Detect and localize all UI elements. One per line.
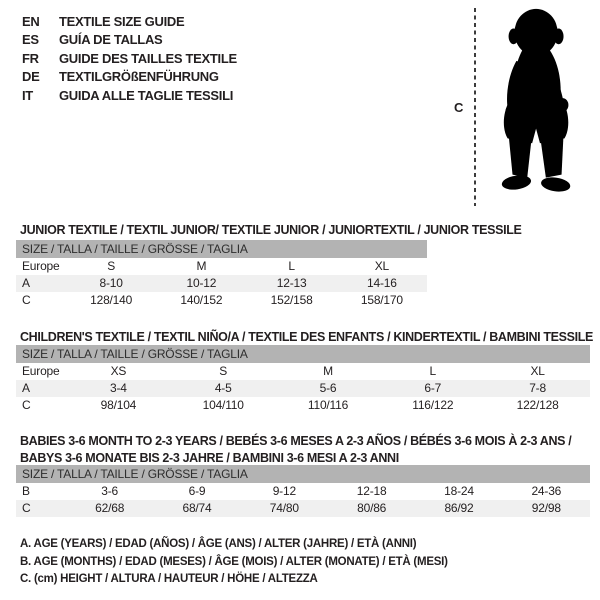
section-title-junior: JUNIOR TEXTILE / TEXTIL JUNIOR/ TEXTILE JUNIOR / JUNIORTEXTIL / JUNIOR TESSILE xyxy=(20,223,522,238)
size-value: 4-5 xyxy=(214,381,232,395)
language-title: GUÍA DE TALLAS xyxy=(59,32,163,48)
size-value: 92/98 xyxy=(531,501,561,515)
size-value: L xyxy=(429,364,437,378)
size-value: 9-12 xyxy=(272,484,296,498)
language-title: TEXTILGRÖßENFÜHRUNG xyxy=(59,69,219,85)
size-value: XS xyxy=(110,364,127,378)
row-label: Europe xyxy=(22,259,60,273)
size-value: 12-18 xyxy=(356,484,387,498)
row-label: C xyxy=(22,501,31,515)
size-value: 140/152 xyxy=(180,293,223,307)
junior-size-table xyxy=(16,240,427,309)
size-value: 14-16 xyxy=(367,276,397,290)
table-row xyxy=(16,275,427,292)
size-value: 12-13 xyxy=(276,276,307,290)
table-header: SIZE / TALLA / TAILLE / GRÖSSE / TAGLIA xyxy=(16,345,590,363)
section-title-children: CHILDREN'S TEXTILE / TEXTIL NIÑO/A / TEXTILE DES ENFANTS / KINDERTEXTIL / BAMBINI TESSILE xyxy=(20,330,594,345)
figure-block xyxy=(440,0,600,215)
table-header: SIZE / TALLA / TAILLE / GRÖSSE / TAGLIA xyxy=(16,240,427,258)
language-title-list xyxy=(22,12,237,105)
size-value: 18-24 xyxy=(444,484,474,498)
language-row xyxy=(22,12,237,31)
language-row xyxy=(22,49,237,68)
size-value: 5-6 xyxy=(319,381,337,395)
size-value: 98/104 xyxy=(100,398,137,412)
size-value: 7-8 xyxy=(529,381,546,395)
table-row xyxy=(16,292,427,309)
size-value: 24-36 xyxy=(531,484,562,498)
footnote-line: A. AGE (YEARS) / EDAD (AÑOS) / ÂGE (ANS) / ALTER (JAHRE) / ETÀ (ANNI) xyxy=(20,538,417,550)
language-row xyxy=(22,86,237,105)
size-value: 128/140 xyxy=(90,293,133,307)
language-title: TEXTILE SIZE GUIDE xyxy=(59,13,185,29)
size-value: L xyxy=(288,259,295,273)
row-label: Europe xyxy=(22,364,60,378)
footnote-line: C. (cm) HEIGHT / ALTURA / HAUTEUR / HÖHE / ALTEZZA xyxy=(20,573,318,585)
babies-size-table xyxy=(16,465,590,517)
table-row xyxy=(16,363,590,380)
language-row xyxy=(22,31,237,50)
table-row xyxy=(16,500,590,517)
row-label: A xyxy=(22,381,30,395)
table-row xyxy=(16,483,590,500)
table-row xyxy=(16,397,590,414)
size-value: 110/116 xyxy=(307,398,349,412)
language-title: GUIDE DES TAILLES TEXTILE xyxy=(59,50,237,66)
row-label: C xyxy=(22,398,31,412)
children-size-table xyxy=(16,345,590,414)
size-value: 104/110 xyxy=(202,398,244,412)
row-label: A xyxy=(22,276,30,290)
language-code: ES xyxy=(22,32,39,48)
size-value: 8-10 xyxy=(99,276,123,290)
size-value: S xyxy=(219,364,228,378)
size-value: XL xyxy=(374,259,390,273)
row-label: B xyxy=(22,484,30,498)
language-row xyxy=(22,68,237,87)
footnote-line: B. AGE (MONTHS) / EDAD (MESES) / ÂGE (MOIS) / ALTER (MONATE) / ETÀ (MESI) xyxy=(20,555,448,568)
size-value: 74/80 xyxy=(269,501,299,515)
size-value: 62/68 xyxy=(95,501,125,515)
language-code: FR xyxy=(22,50,39,66)
size-value: M xyxy=(323,364,333,378)
size-value: 122/128 xyxy=(516,398,559,412)
size-value: 3-6 xyxy=(101,484,119,498)
size-value: S xyxy=(107,259,116,273)
size-value: 6-9 xyxy=(188,484,206,498)
height-measure-label: C xyxy=(454,100,464,115)
language-code: IT xyxy=(22,87,33,103)
size-value: XL xyxy=(530,364,545,378)
size-value: 158/170 xyxy=(360,293,403,307)
size-value: 3-4 xyxy=(110,381,127,395)
size-value: 116/122 xyxy=(412,398,454,412)
size-value: M xyxy=(196,259,207,273)
height-measure-dashed-line xyxy=(474,8,476,206)
row-label: C xyxy=(22,293,31,307)
language-code: DE xyxy=(22,69,40,85)
table-row xyxy=(16,380,590,397)
table-header: SIZE / TALLA / TAILLE / GRÖSSE / TAGLIA xyxy=(16,465,590,483)
language-code: EN xyxy=(22,13,40,29)
toddler-silhouette-icon xyxy=(485,4,593,210)
language-title: GUIDA ALLE TAGLIE TESSILI xyxy=(59,87,234,103)
size-value: 86/92 xyxy=(444,501,474,515)
size-value: 68/74 xyxy=(182,501,212,515)
table-row xyxy=(16,258,427,275)
size-value: 152/158 xyxy=(270,293,313,307)
section-title-babies: BABIES 3-6 MONTH TO 2-3 YEARS / BEBÉS 3-6 MESES A 2-3 AÑOS / BÉBÉS 3-6 MOIS À 2-3 ANS / BABYS 3-6 MONATE BIS 2-3 JAHRE / BAMBINI 3-6 MESI A 2-3 ANNI xyxy=(20,434,572,466)
size-value: 10-12 xyxy=(186,276,217,290)
footnotes-block xyxy=(20,536,448,589)
size-value: 80/86 xyxy=(357,501,387,515)
size-value: 6-7 xyxy=(424,381,442,395)
